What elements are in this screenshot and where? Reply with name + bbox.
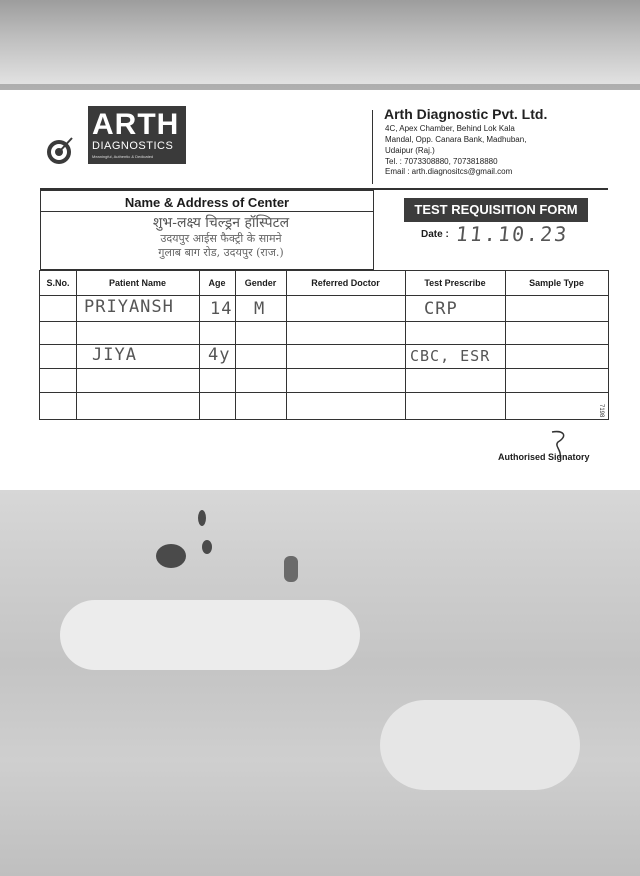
address-line: Mandal, Opp. Canara Bank, Madhuban,: [385, 135, 527, 144]
header-referred-doctor: Referred Doctor: [311, 278, 380, 288]
header-sample-type: Sample Type: [529, 278, 584, 288]
paper-top-shadow: [0, 0, 640, 90]
scan-spot: [284, 556, 298, 582]
scan-spot: [156, 544, 186, 568]
phone-line: Tel. : 7073308880, 7073818880: [385, 157, 498, 166]
target-arrow-icon: [44, 136, 74, 166]
address-line: Udaipur (Raj.): [385, 146, 435, 155]
patient-table: [39, 270, 609, 420]
table-divider: [286, 271, 287, 419]
lower-scan-area: [0, 490, 640, 876]
header-sno: S.No.: [46, 278, 70, 288]
scan-highlight: [380, 700, 580, 790]
logo-wordmark: ARTH: [92, 108, 180, 141]
date-label: Date :: [421, 229, 449, 240]
table-divider: [235, 271, 236, 419]
table-divider: [199, 271, 200, 419]
address-line: 4C, Apex Chamber, Behind Lok Kala: [385, 124, 515, 133]
center-address-box: [40, 190, 374, 270]
header-gender: Gender: [244, 278, 277, 288]
logo-tagline: Meaningful, Authentic & Dedicated: [92, 154, 154, 159]
header-age: Age: [208, 278, 226, 288]
divider: [372, 110, 373, 184]
scan-spot: [202, 540, 212, 554]
date-value: 11.10.23: [454, 222, 570, 246]
company-name: Arth Diagnostic Pvt. Ltd.: [384, 106, 548, 122]
table-divider: [405, 271, 406, 419]
patient-test-2: CBC, ESR: [410, 347, 491, 365]
scan-highlight: [60, 600, 360, 670]
patient-test-1: CRP: [424, 299, 458, 319]
table-divider: [40, 295, 608, 296]
email-line: Email : arth.diagnositcs@gmail.com: [385, 167, 513, 176]
table-divider: [505, 271, 506, 419]
center-title-row: [41, 191, 373, 212]
table-divider: [76, 271, 77, 419]
form-code: 7198: [598, 404, 604, 418]
center-stamp-line: शुभ-लक्ष्य चिल्ड्रन हॉस्पिटल: [152, 215, 290, 231]
header-patient-name: Patient Name: [108, 278, 167, 288]
authorised-signatory-label: Authorised Signatory: [498, 452, 590, 462]
company-logo: [40, 106, 186, 166]
table-divider: [40, 321, 608, 322]
patient-gender-1: M: [254, 299, 266, 319]
scan-spot: [198, 510, 206, 526]
patient-name-2: JIYA: [92, 345, 137, 365]
patient-age-2: 4y: [208, 345, 231, 365]
table-divider: [40, 368, 608, 369]
center-stamp-line: गुलाब बाग रोड, उदयपुर (राज.): [158, 246, 284, 259]
logo-subtitle: DIAGNOSTICS: [92, 140, 174, 152]
center-title: Name & Address of Center: [124, 195, 290, 210]
form-title: TEST REQUISITION FORM: [404, 198, 588, 222]
patient-name-1: PRIYANSH: [84, 297, 174, 317]
center-stamp-line: उदयपुर आईस फैक्ट्री के सामने: [160, 232, 282, 245]
table-divider: [40, 392, 608, 393]
header-test-prescribe: Test Prescribe: [424, 278, 486, 288]
paper-edge: [0, 84, 640, 90]
patient-age-1: 14: [210, 299, 233, 319]
